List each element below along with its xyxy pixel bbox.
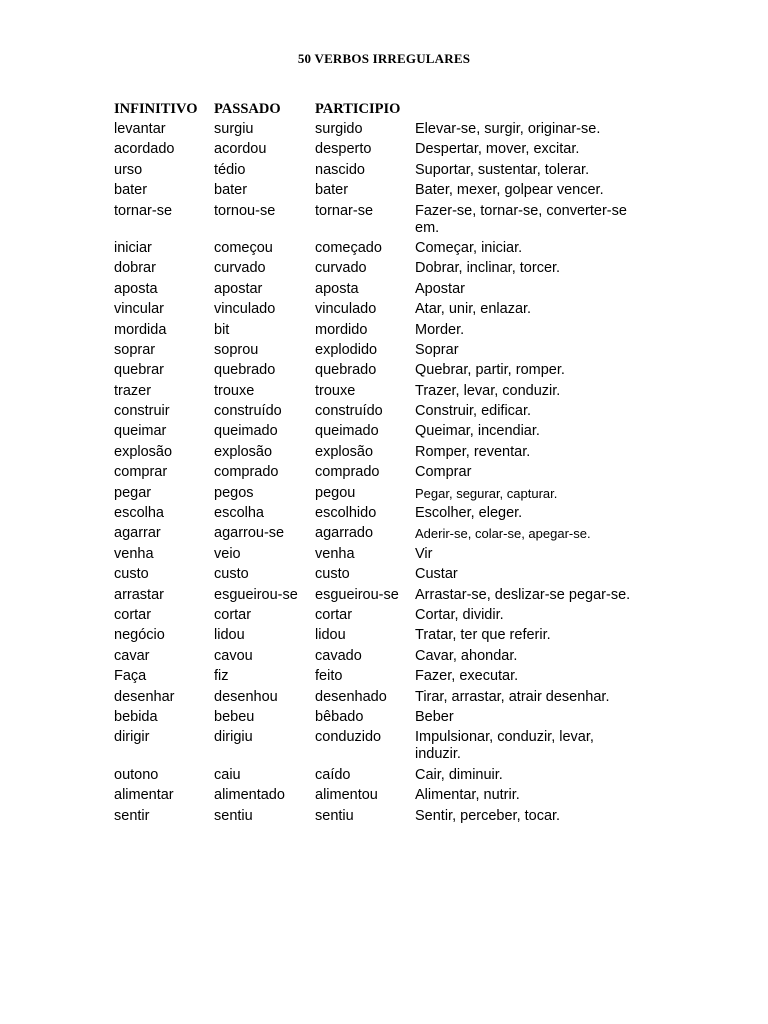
infinitive-cell: negócio: [114, 627, 165, 644]
meaning-cell: Construir, edificar.: [415, 403, 532, 420]
past-cell: cavou: [214, 647, 253, 664]
table-body: [112, 121, 643, 828]
participle-cell: alimentou: [315, 787, 378, 804]
meaning-cell: Elevar-se, surgir, originar-se.: [415, 121, 601, 137]
table-row: [112, 525, 643, 545]
meaning-cell: Dobrar, inclinar, torcer.: [415, 260, 561, 277]
table-row: [112, 322, 643, 342]
meaning-cell: Romper, reventar.: [415, 443, 531, 460]
past-cell: caiu: [214, 766, 241, 783]
header-infinitivo: INFINITIVO: [114, 101, 198, 117]
meaning-cell: Arrastar-se, deslizar-se pegar-se.: [415, 586, 631, 603]
meaning-cell: Fazer, executar.: [415, 668, 519, 685]
past-cell: bebeu: [214, 708, 255, 725]
table-row: [112, 546, 643, 566]
infinitive-cell: alimentar: [114, 787, 174, 804]
participle-cell: caído: [315, 766, 351, 783]
meaning-cell: Começar, iniciar.: [415, 239, 523, 256]
meaning-cell: Cair, diminuir.: [415, 766, 503, 783]
past-cell: pegos: [214, 484, 254, 501]
past-cell: explosão: [214, 443, 273, 460]
infinitive-cell: levantar: [114, 121, 166, 137]
meaning-cell: Queimar, incendiar.: [415, 423, 540, 440]
table-row: [112, 203, 643, 240]
table-row: [112, 342, 643, 362]
past-cell: alimentado: [214, 787, 285, 804]
infinitive-cell: bater: [114, 182, 148, 199]
table-row: [112, 709, 643, 729]
participle-cell: lidou: [315, 627, 346, 644]
past-cell: fiz: [214, 668, 229, 685]
table-row: [112, 403, 643, 423]
past-cell: surgiu: [214, 121, 254, 137]
past-cell: lidou: [214, 627, 245, 644]
infinitive-cell: trazer: [114, 382, 152, 399]
infinitive-cell: construir: [114, 403, 170, 420]
past-cell: acordou: [214, 141, 267, 158]
meaning-cell: Morder.: [415, 321, 465, 338]
participle-cell: construído: [315, 403, 383, 420]
infinitive-cell: cavar: [114, 647, 150, 664]
past-cell: curvado: [214, 260, 266, 277]
past-cell: tornou-se: [214, 202, 276, 219]
infinitive-cell: outono: [114, 766, 159, 783]
participle-cell: explodido: [315, 341, 378, 358]
header-passado: PASSADO: [214, 101, 281, 117]
infinitive-cell: explosão: [114, 443, 173, 460]
infinitive-cell: dirigir: [114, 729, 150, 746]
header-participio: PARTICIPIO: [315, 101, 401, 117]
past-cell: custo: [214, 566, 249, 583]
infinitive-cell: urso: [114, 161, 143, 178]
participle-cell: nascido: [315, 161, 365, 178]
table-row: [112, 362, 643, 382]
participle-cell: desperto: [315, 141, 372, 158]
meaning-cell: Pegar, segurar, capturar.: [415, 485, 558, 501]
meaning-cell: Quebrar, partir, romper.: [415, 362, 565, 379]
participle-cell: agarrado: [315, 525, 374, 542]
infinitive-cell: venha: [114, 545, 154, 562]
table-row: [112, 587, 643, 607]
past-cell: desenhou: [214, 688, 278, 705]
table-row: [112, 182, 643, 202]
meaning-cell: Bater, mexer, golpear vencer.: [415, 182, 604, 199]
table-row: [112, 240, 643, 260]
table-row: [112, 729, 643, 766]
participle-cell: tornar-se: [315, 202, 374, 219]
participle-cell: desenhado: [315, 688, 387, 705]
header-meaning: [413, 101, 643, 121]
table-row: [112, 648, 643, 668]
participle-cell: conduzido: [315, 729, 382, 746]
participle-cell: pegou: [315, 484, 356, 501]
meaning-cell: Vir: [415, 545, 433, 562]
participle-cell: trouxe: [315, 382, 356, 399]
table-row: [112, 505, 643, 525]
past-cell: vinculado: [214, 301, 276, 318]
past-cell: sentiu: [214, 807, 253, 824]
meaning-cell: Suportar, sustentar, tolerar.: [415, 161, 590, 178]
table-row: [112, 787, 643, 807]
table-row: [112, 141, 643, 161]
meaning-cell: Comprar: [415, 464, 472, 481]
past-cell: soprou: [214, 341, 259, 358]
infinitive-cell: acordado: [114, 141, 175, 158]
participle-cell: aposta: [315, 280, 359, 297]
past-cell: agarrou-se: [214, 525, 285, 542]
participle-cell: escolhido: [315, 505, 377, 522]
infinitive-cell: vincular: [114, 301, 164, 318]
infinitive-cell: comprar: [114, 464, 168, 481]
participle-cell: vinculado: [315, 301, 377, 318]
meaning-cell: Escolher, eleger.: [415, 505, 523, 522]
participle-cell: bêbado: [315, 708, 364, 725]
meaning-cell: Atar, unir, enlazar.: [415, 301, 532, 318]
infinitive-cell: aposta: [114, 280, 158, 297]
past-cell: trouxe: [214, 382, 255, 399]
infinitive-cell: pegar: [114, 484, 152, 501]
table-row: [112, 383, 643, 403]
infinitive-cell: queimar: [114, 423, 167, 440]
table-header-row: [112, 101, 643, 121]
table-row: [112, 260, 643, 280]
meaning-cell: Custar: [415, 566, 458, 583]
participle-cell: começado: [315, 239, 382, 256]
meaning-cell: Cortar, dividir.: [415, 606, 504, 623]
participle-cell: surgido: [315, 121, 363, 137]
past-cell: construído: [214, 403, 282, 420]
participle-cell: mordido: [315, 321, 368, 338]
table-row: [112, 627, 643, 647]
infinitive-cell: Faça: [114, 668, 147, 685]
table-row: [112, 668, 643, 688]
past-cell: quebrado: [214, 362, 276, 379]
participle-cell: curvado: [315, 260, 367, 277]
meaning-cell: Soprar: [415, 341, 459, 358]
participle-cell: sentiu: [315, 807, 354, 824]
meaning-cell: Alimentar, nutrir.: [415, 787, 520, 804]
document-title: 50 VERBOS IRREGULARES: [297, 51, 471, 66]
infinitive-cell: desenhar: [114, 688, 175, 705]
table-row: [112, 767, 643, 787]
infinitive-cell: soprar: [114, 341, 156, 358]
infinitive-cell: agarrar: [114, 525, 161, 542]
meaning-cell: Beber: [415, 708, 454, 725]
participle-cell: queimado: [315, 423, 379, 440]
past-cell: tédio: [214, 161, 246, 178]
participle-cell: cortar: [315, 606, 353, 623]
meaning-cell: Despertar, mover, excitar.: [415, 141, 580, 158]
participle-cell: explosão: [315, 443, 374, 460]
verbs-table: [112, 101, 643, 828]
infinitive-cell: custo: [114, 566, 149, 583]
table-row: [112, 607, 643, 627]
past-cell: apostar: [214, 280, 263, 297]
table-row: [112, 162, 643, 182]
meaning-cell: Aderir-se, colar-se, apegar-se.: [415, 526, 591, 542]
participle-cell: feito: [315, 668, 343, 685]
past-cell: escolha: [214, 505, 264, 522]
table-row: [112, 121, 643, 141]
meaning-cell: Tratar, ter que referir.: [415, 627, 551, 644]
infinitive-cell: mordida: [114, 321, 167, 338]
meaning-cell: Cavar, ahondar.: [415, 647, 518, 664]
meaning-cell: Sentir, perceber, tocar.: [415, 807, 561, 824]
past-cell: queimado: [214, 423, 278, 440]
table-row: [112, 281, 643, 301]
infinitive-cell: tornar-se: [114, 202, 173, 219]
past-cell: começou: [214, 239, 273, 256]
meaning-cell: Fazer-se, tornar-se, converter-se em.: [415, 202, 627, 236]
participle-cell: venha: [315, 545, 355, 562]
table-row: [112, 485, 643, 505]
meaning-cell: Tirar, arrastar, atrair desenhar.: [415, 688, 610, 705]
infinitive-cell: sentir: [114, 807, 150, 824]
table-row: [112, 423, 643, 443]
participle-cell: cavado: [315, 647, 362, 664]
table-row: [112, 566, 643, 586]
past-cell: veio: [214, 545, 241, 562]
participle-cell: bater: [315, 182, 349, 199]
infinitive-cell: dobrar: [114, 260, 156, 277]
infinitive-cell: quebrar: [114, 362, 164, 379]
infinitive-cell: escolha: [114, 505, 164, 522]
past-cell: cortar: [214, 606, 252, 623]
participle-cell: custo: [315, 566, 350, 583]
past-cell: bit: [214, 321, 230, 338]
meaning-cell: Impulsionar, conduzir, levar, induzir.: [415, 729, 594, 763]
participle-cell: esgueirou-se: [315, 586, 399, 603]
infinitive-cell: arrastar: [114, 586, 164, 603]
past-cell: bater: [214, 182, 248, 199]
table-row: [112, 808, 643, 828]
infinitive-cell: iniciar: [114, 239, 152, 256]
participle-cell: quebrado: [315, 362, 377, 379]
table-row: [112, 301, 643, 321]
past-cell: esgueirou-se: [214, 586, 298, 603]
infinitive-cell: bebida: [114, 708, 158, 725]
table-row: [112, 444, 643, 464]
past-cell: comprado: [214, 464, 279, 481]
past-cell: dirigiu: [214, 729, 253, 746]
participle-cell: comprado: [315, 464, 380, 481]
infinitive-cell: cortar: [114, 606, 152, 623]
table-row: [112, 464, 643, 484]
table-row: [112, 689, 643, 709]
meaning-cell: Trazer, levar, conduzir.: [415, 382, 561, 399]
meaning-cell: Apostar: [415, 280, 465, 297]
